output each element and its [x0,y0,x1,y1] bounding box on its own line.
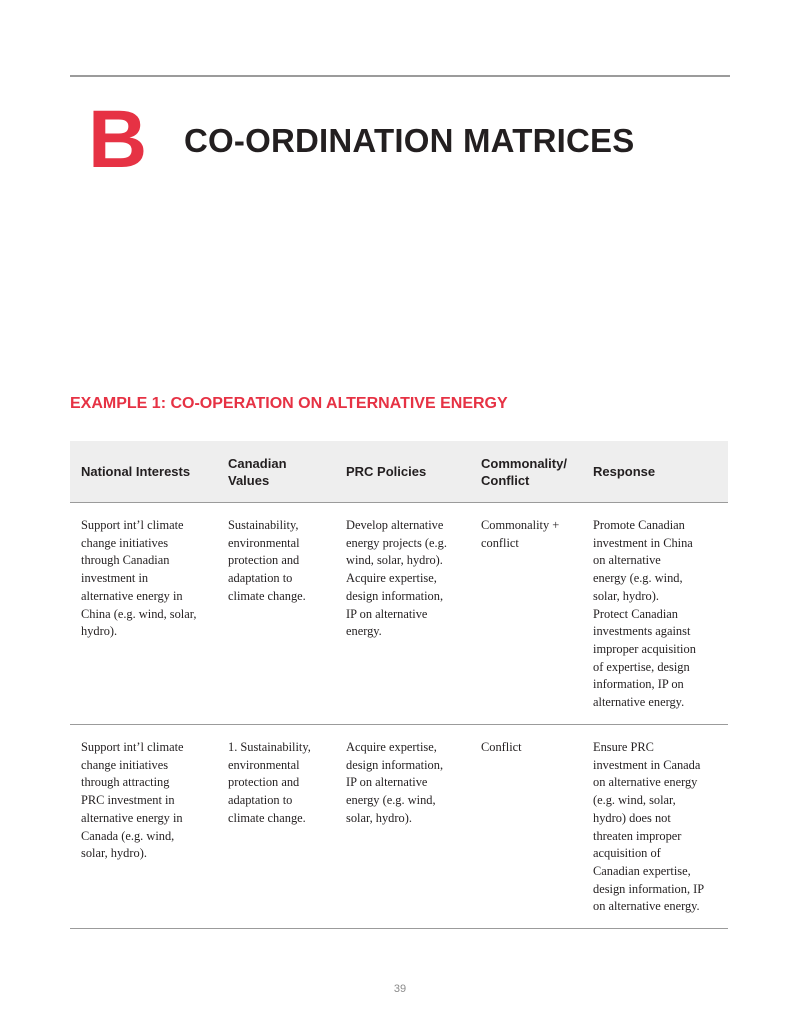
cell-national-interests: Support int’l climate change initiatives through attracting PRC investment in alternative energy in Canada (e.g. wind, solar, hydro). [81,740,184,861]
cell-response: Ensure PRC investment in Canada on alternative energy (e.g. wind, solar, hydro) does not threaten improper acquisition of Canadian expertise, design information, IP on alternative energy. [593,740,705,914]
column-header-response: Response [593,464,656,479]
cell-response: Promote Canadian investment in China on alternative energy (e.g. wind, solar, hydro). Protect Canadian investments against improper acquisition of expertise, design information, IP on alternative energy. [593,518,696,710]
coordination-matrix-table [70,441,728,929]
column-header-canadian-values: Canadian Values [228,455,287,488]
table-header-row [70,441,728,503]
page-title: CO-ORDINATION MATRICES [184,122,635,159]
column-header-national-interests: National Interests [81,464,191,479]
page-number: 39 [393,983,407,995]
appendix-letter: B [88,94,148,185]
cell-canadian-values: Sustainability, environmental protection and adaptation to climate change. [228,518,306,603]
cell-prc-policies: Develop alternative energy projects (e.g. wind, solar, hydro). Acquire expertise, design information, IP on alternative energy. [346,518,447,639]
cell-prc-policies: Acquire expertise, design information, IP on alternative energy (e.g. wind, solar, hydro). [346,740,444,825]
table-row [70,503,728,725]
cell-commonality-conflict: Conflict [481,740,522,754]
cell-commonality-conflict: Commonality + conflict [481,518,560,550]
cell-canadian-values: 1. Sustainability, environmental protection and adaptation to climate change. [228,740,311,825]
cell-national-interests: Support int’l climate change initiatives through Canadian investment in alternative energy in China (e.g. wind, solar, hydro). [81,518,197,639]
column-header-commonality-conflict: Commonality/ Conflict [481,455,567,488]
top-divider [70,75,730,77]
column-header-prc-policies: PRC Policies [346,464,427,479]
section-heading: EXAMPLE 1: CO-OPERATION ON ALTERNATIVE ENERGY [70,395,508,412]
table-row [70,725,728,929]
